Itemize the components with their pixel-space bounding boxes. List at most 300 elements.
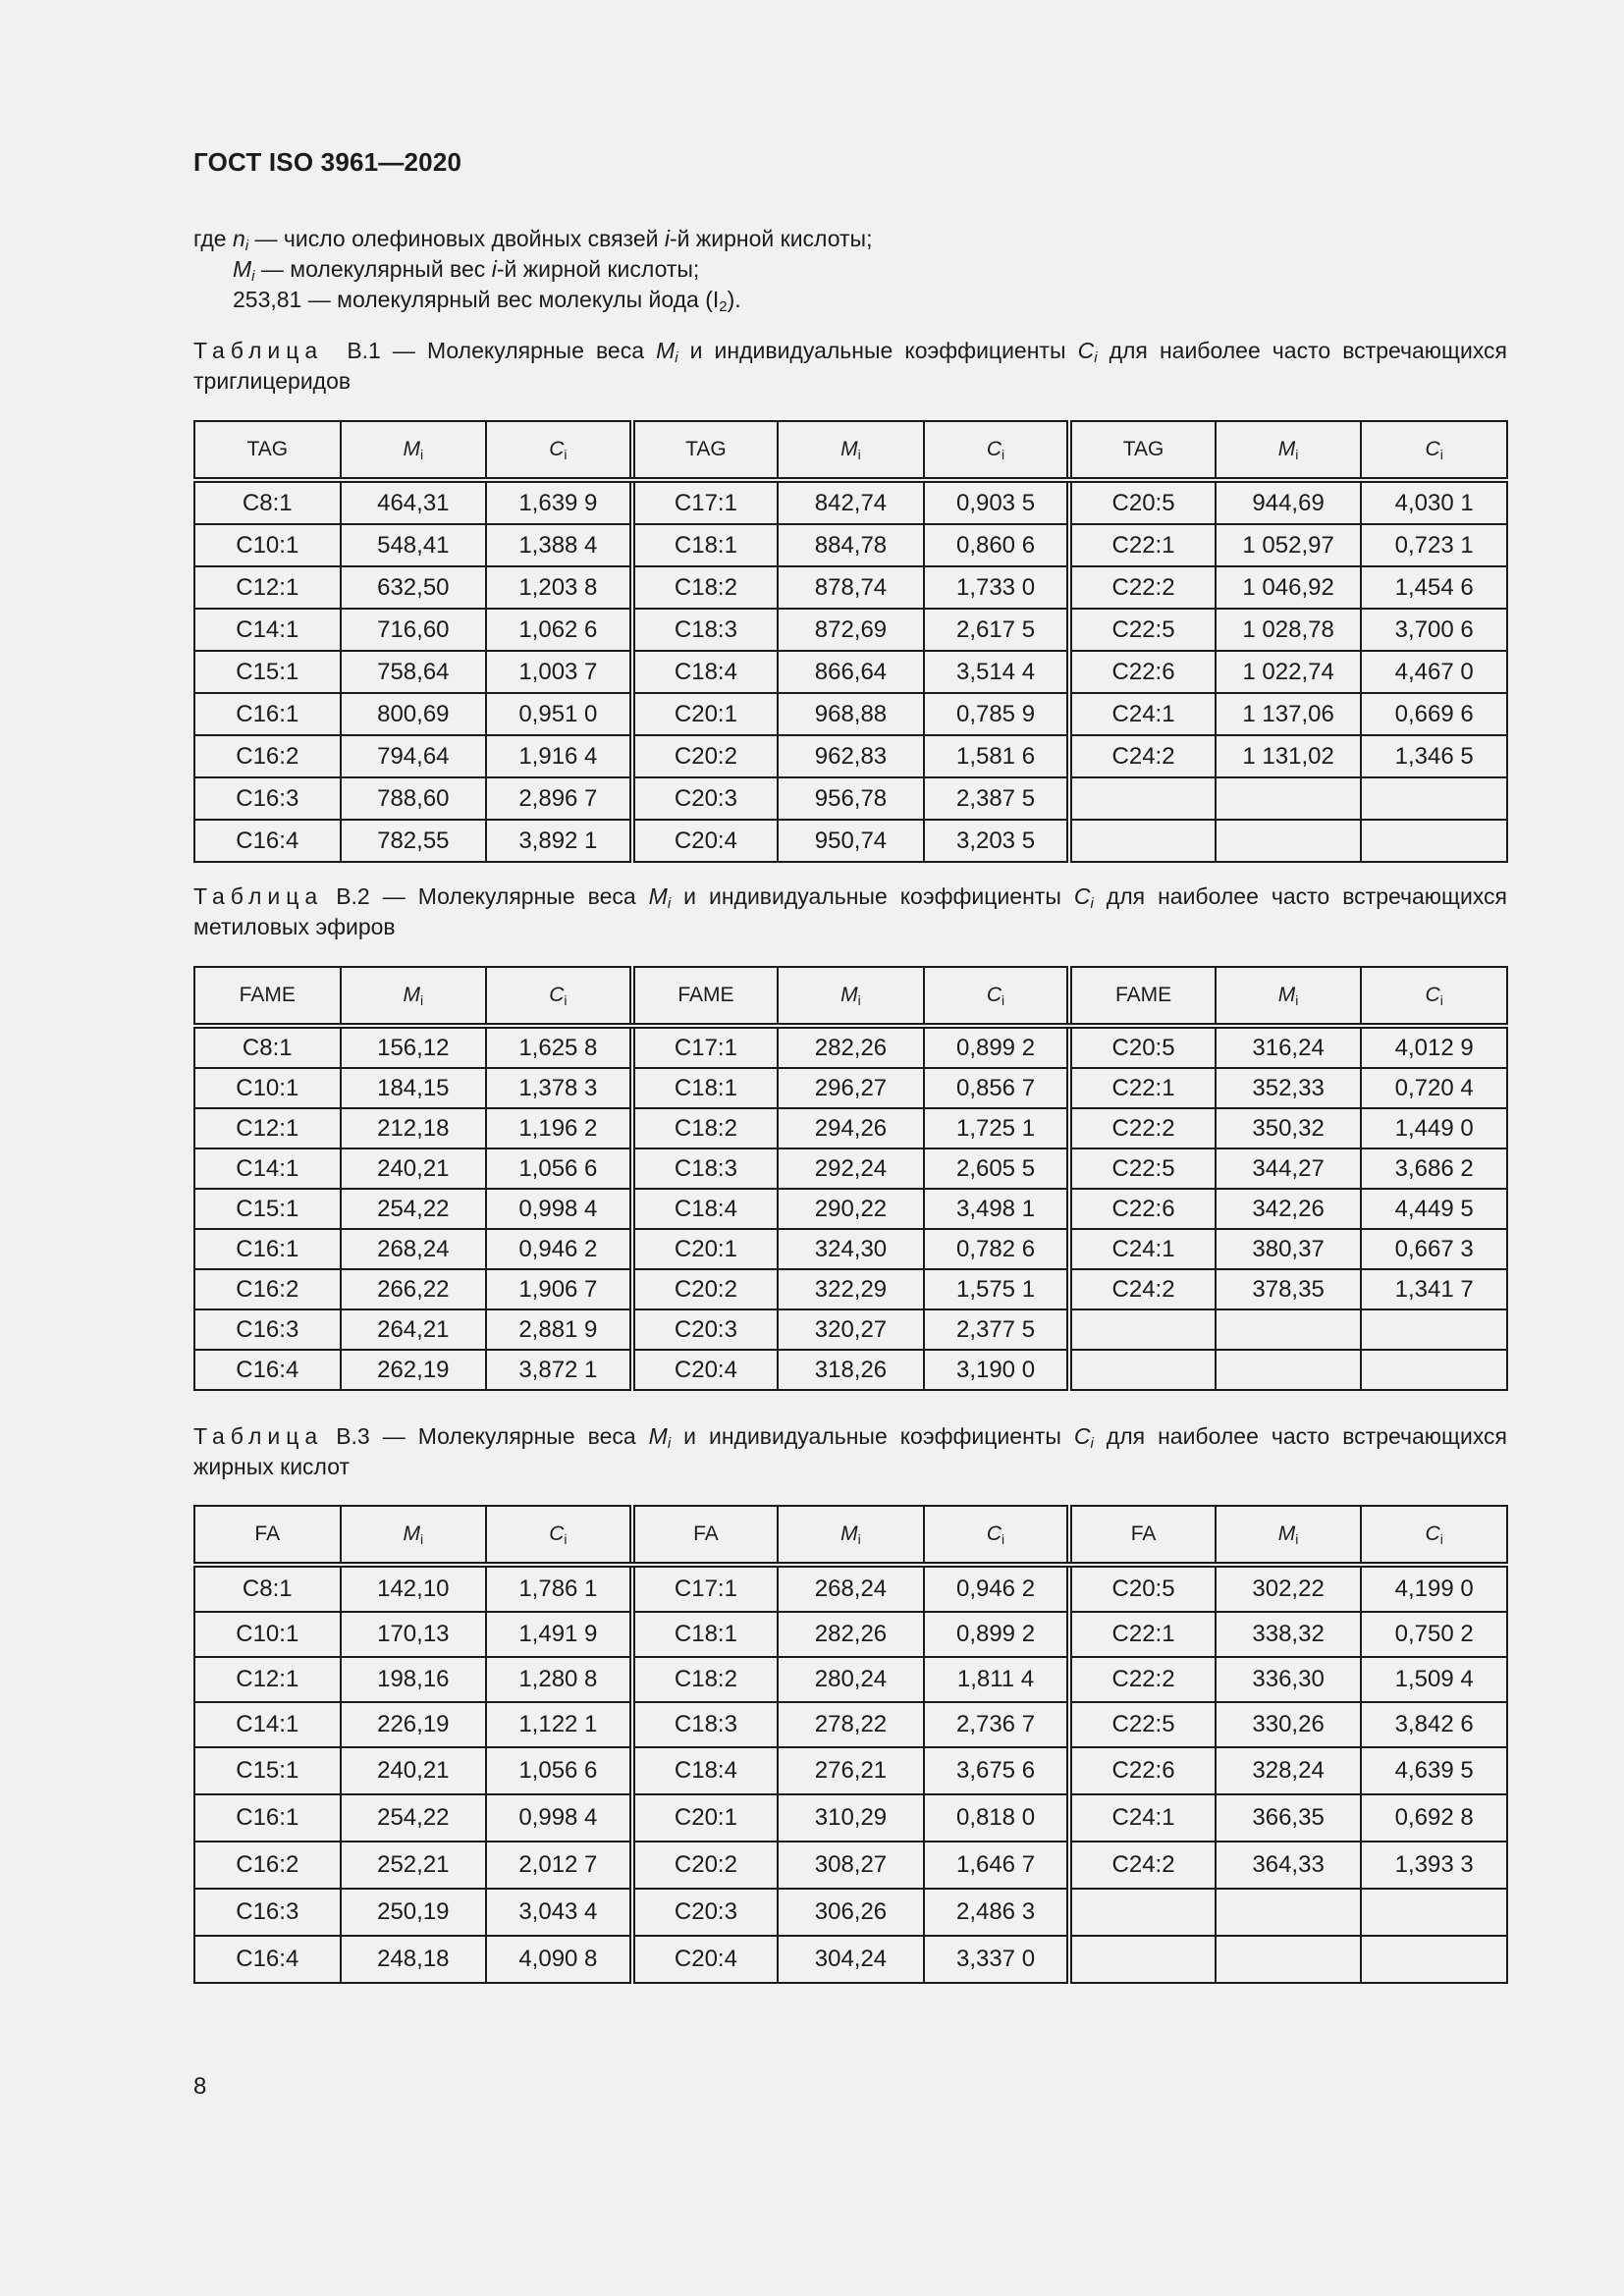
- table-cell: 212,18: [341, 1108, 487, 1148]
- table-cell: 322,29: [778, 1269, 924, 1309]
- table-cell: 1,341 7: [1361, 1269, 1507, 1309]
- column-header-coefficient: $C_i$: [486, 967, 632, 1026]
- table-cell: 1,280 8: [486, 1657, 632, 1702]
- table-cell: 328,24: [1216, 1747, 1362, 1794]
- table-row: [194, 1189, 1507, 1229]
- table-cell: 3,686 2: [1361, 1148, 1507, 1189]
- table-b2: [193, 966, 1508, 1391]
- column-header-mass: $M_i$: [1216, 1506, 1362, 1565]
- table-row: [194, 1612, 1507, 1657]
- table-row: [194, 1350, 1507, 1390]
- table-cell: 0,998 4: [486, 1189, 632, 1229]
- table-cell: [1069, 820, 1216, 862]
- table-cell: C24:1: [1069, 1229, 1216, 1269]
- table-cell: 0,946 2: [486, 1229, 632, 1269]
- table-b3-caption: Таблица В.3 — Молекулярные веса $M_i$ и индивидуальные коэффициенты $C_i$ для наиболее часто встречающихся жирных кислот: [193, 1423, 1508, 1479]
- table-cell: 632,50: [341, 566, 487, 609]
- table-cell: C8:1: [194, 480, 341, 524]
- table-cell: 884,78: [778, 524, 924, 566]
- table-cell: C20:3: [632, 777, 779, 820]
- table-cell: 276,21: [778, 1747, 924, 1794]
- table-cell: 1,122 1: [486, 1702, 632, 1747]
- table-cell: 0,951 0: [486, 693, 632, 735]
- column-header-mass: $M_i$: [778, 1506, 924, 1565]
- table-row: [194, 1229, 1507, 1269]
- table-cell: 364,33: [1216, 1842, 1362, 1889]
- table-cell: 0,692 8: [1361, 1794, 1507, 1842]
- table-cell: C22:6: [1069, 651, 1216, 693]
- table-cell: 3,514 4: [924, 651, 1070, 693]
- table-cell: 1,646 7: [924, 1842, 1070, 1889]
- table-cell: C14:1: [194, 1148, 341, 1189]
- table-cell: C15:1: [194, 1747, 341, 1794]
- table-cell: 0,998 4: [486, 1794, 632, 1842]
- table-cell: C22:2: [1069, 1108, 1216, 1148]
- table-cell: 4,199 0: [1361, 1565, 1507, 1612]
- table-cell: 1 131,02: [1216, 735, 1362, 777]
- table-cell: C18:1: [632, 524, 779, 566]
- table-cell: 0,903 5: [924, 480, 1070, 524]
- table-cell: 268,24: [341, 1229, 487, 1269]
- table-row: [194, 735, 1507, 777]
- table-cell: C22:6: [1069, 1189, 1216, 1229]
- table-cell: C20:4: [632, 1936, 779, 1983]
- table-cell: 0,899 2: [924, 1026, 1070, 1068]
- table-b1-caption: Таблица В.1 — Молекулярные веса $M_i$ и индивидуальные коэффициенты $C_i$ для наиболее часто встречающихся триглицеридов: [193, 338, 1508, 394]
- column-header-compound: FA: [194, 1506, 341, 1565]
- table-cell: 4,467 0: [1361, 651, 1507, 693]
- table-cell: C14:1: [194, 1702, 341, 1747]
- table-cell: 226,19: [341, 1702, 487, 1747]
- column-header-compound: FAME: [1069, 967, 1216, 1026]
- column-header-compound: TAG: [1069, 421, 1216, 480]
- table-cell: 248,18: [341, 1936, 487, 1983]
- table-cell: C16:1: [194, 1794, 341, 1842]
- table-cell: [1361, 777, 1507, 820]
- table-cell: C18:3: [632, 1702, 779, 1747]
- table-cell: 254,22: [341, 1189, 487, 1229]
- table-b2-caption: Таблица В.2 — Молекулярные веса $M_i$ и индивидуальные коэффициенты $C_i$ для наиболее часто встречающихся метиловых эфиров: [193, 883, 1508, 939]
- table-cell: C12:1: [194, 566, 341, 609]
- table-row: [194, 1657, 1507, 1702]
- table-cell: C17:1: [632, 480, 779, 524]
- table-cell: 170,13: [341, 1612, 487, 1657]
- column-header-coefficient: $C_i$: [1361, 967, 1507, 1026]
- table-cell: 794,64: [341, 735, 487, 777]
- table-cell: 800,69: [341, 693, 487, 735]
- table-cell: C20:2: [632, 1842, 779, 1889]
- table-cell: 0,720 4: [1361, 1068, 1507, 1108]
- table-cell: C20:5: [1069, 1565, 1216, 1612]
- table-cell: 548,41: [341, 524, 487, 566]
- table-cell: C18:2: [632, 1657, 779, 1702]
- table-cell: 0,899 2: [924, 1612, 1070, 1657]
- table-cell: 716,60: [341, 609, 487, 651]
- table-cell: 142,10: [341, 1565, 487, 1612]
- table-cell: C20:3: [632, 1889, 779, 1936]
- table-row: [194, 1108, 1507, 1148]
- table-header-row: [194, 967, 1507, 1026]
- table-cell: C16:2: [194, 1842, 341, 1889]
- table-cell: 0,723 1: [1361, 524, 1507, 566]
- table-cell: 3,190 0: [924, 1350, 1070, 1390]
- table-row: [194, 1936, 1507, 1983]
- column-header-mass: $M_i$: [1216, 967, 1362, 1026]
- table-cell: 342,26: [1216, 1189, 1362, 1229]
- table-cell: 464,31: [341, 480, 487, 524]
- table-cell: 3,700 6: [1361, 609, 1507, 651]
- table-cell: 1,346 5: [1361, 735, 1507, 777]
- table-cell: 2,486 3: [924, 1889, 1070, 1936]
- table-cell: C20:4: [632, 1350, 779, 1390]
- table-cell: C22:5: [1069, 1148, 1216, 1189]
- table-cell: [1216, 1889, 1362, 1936]
- table-cell: 280,24: [778, 1657, 924, 1702]
- table-cell: 1 052,97: [1216, 524, 1362, 566]
- table-cell: C20:1: [632, 1794, 779, 1842]
- table-cell: 788,60: [341, 777, 487, 820]
- table-cell: C18:3: [632, 609, 779, 651]
- table-cell: C8:1: [194, 1565, 341, 1612]
- table-cell: C18:4: [632, 1189, 779, 1229]
- column-header-compound: TAG: [632, 421, 779, 480]
- table-cell: C22:5: [1069, 1702, 1216, 1747]
- table-cell: C16:4: [194, 820, 341, 862]
- table-cell: 866,64: [778, 651, 924, 693]
- table-cell: [1069, 1889, 1216, 1936]
- table-cell: 0,750 2: [1361, 1612, 1507, 1657]
- table-cell: C16:3: [194, 1889, 341, 1936]
- table-cell: 378,35: [1216, 1269, 1362, 1309]
- table-cell: 1,378 3: [486, 1068, 632, 1108]
- table-row: [194, 524, 1507, 566]
- table-cell: 1,056 6: [486, 1148, 632, 1189]
- table-cell: 310,29: [778, 1794, 924, 1842]
- table-cell: [1361, 1889, 1507, 1936]
- table-b1: [193, 420, 1508, 863]
- column-header-mass: $M_i$: [341, 967, 487, 1026]
- table-cell: 1,203 8: [486, 566, 632, 609]
- table-cell: C18:4: [632, 1747, 779, 1794]
- table-cell: 0,818 0: [924, 1794, 1070, 1842]
- table-cell: 240,21: [341, 1148, 487, 1189]
- table-header-row: [194, 421, 1507, 480]
- table-row: [194, 1842, 1507, 1889]
- table-cell: C20:2: [632, 735, 779, 777]
- table-cell: C20:2: [632, 1269, 779, 1309]
- table-cell: 2,617 5: [924, 609, 1070, 651]
- table-cell: 1,491 9: [486, 1612, 632, 1657]
- table-cell: 308,27: [778, 1842, 924, 1889]
- table-cell: C24:2: [1069, 1269, 1216, 1309]
- table-cell: C24:1: [1069, 693, 1216, 735]
- table-cell: C15:1: [194, 651, 341, 693]
- table-row: [194, 566, 1507, 609]
- table-cell: [1069, 1936, 1216, 1983]
- table-cell: C8:1: [194, 1026, 341, 1068]
- table-cell: 296,27: [778, 1068, 924, 1108]
- table-cell: 316,24: [1216, 1026, 1362, 1068]
- table-cell: 254,22: [341, 1794, 487, 1842]
- table-cell: C16:4: [194, 1936, 341, 1983]
- table-cell: C18:1: [632, 1612, 779, 1657]
- table-cell: [1216, 1309, 1362, 1350]
- table-cell: 184,15: [341, 1068, 487, 1108]
- table-cell: 2,605 5: [924, 1148, 1070, 1189]
- table-cell: 2,387 5: [924, 777, 1070, 820]
- table-row: [194, 1565, 1507, 1612]
- table-cell: C22:2: [1069, 566, 1216, 609]
- table-cell: [1069, 1350, 1216, 1390]
- table-cell: [1361, 1936, 1507, 1983]
- table-cell: 1,454 6: [1361, 566, 1507, 609]
- legend-line-n: где $n_i$ — число олефиновых двойных связей i-й жирной кислоты;: [193, 226, 873, 254]
- table-cell: 306,26: [778, 1889, 924, 1936]
- table-cell: C16:2: [194, 1269, 341, 1309]
- table-cell: 950,74: [778, 820, 924, 862]
- table-cell: 944,69: [1216, 480, 1362, 524]
- column-header-mass: $M_i$: [1216, 421, 1362, 480]
- column-header-coefficient: $C_i$: [924, 967, 1070, 1026]
- legend-line-m: $M_i$ — молекулярный вес i-й жирной кислоты;: [233, 256, 700, 285]
- table-cell: [1069, 1309, 1216, 1350]
- table-cell: C20:1: [632, 1229, 779, 1269]
- table-cell: 0,782 6: [924, 1229, 1070, 1269]
- table-cell: [1069, 777, 1216, 820]
- table-cell: C20:1: [632, 693, 779, 735]
- table-cell: 318,26: [778, 1350, 924, 1390]
- table-cell: C12:1: [194, 1108, 341, 1148]
- table-cell: [1216, 1936, 1362, 1983]
- table-cell: 0,669 6: [1361, 693, 1507, 735]
- table-cell: 1,811 4: [924, 1657, 1070, 1702]
- column-header-coefficient: $C_i$: [1361, 421, 1507, 480]
- table-cell: 294,26: [778, 1108, 924, 1148]
- table-cell: C14:1: [194, 609, 341, 651]
- table-cell: 878,74: [778, 566, 924, 609]
- table-cell: 380,37: [1216, 1229, 1362, 1269]
- table-row: [194, 1026, 1507, 1068]
- table-cell: 2,736 7: [924, 1702, 1070, 1747]
- column-header-coefficient: $C_i$: [486, 421, 632, 480]
- table-cell: C12:1: [194, 1657, 341, 1702]
- table-cell: 324,30: [778, 1229, 924, 1269]
- table-cell: 198,16: [341, 1657, 487, 1702]
- table-cell: 1,449 0: [1361, 1108, 1507, 1148]
- table-row: [194, 480, 1507, 524]
- table-cell: 3,892 1: [486, 820, 632, 862]
- table-cell: C10:1: [194, 524, 341, 566]
- table-row: [194, 1889, 1507, 1936]
- table-cell: 1,786 1: [486, 1565, 632, 1612]
- table-cell: 1 137,06: [1216, 693, 1362, 735]
- table-cell: 1,625 8: [486, 1026, 632, 1068]
- table-cell: C17:1: [632, 1565, 779, 1612]
- table-cell: 1 022,74: [1216, 651, 1362, 693]
- table-cell: C22:1: [1069, 1068, 1216, 1108]
- table-cell: 304,24: [778, 1936, 924, 1983]
- table-cell: C24:1: [1069, 1794, 1216, 1842]
- table-row: [194, 1269, 1507, 1309]
- table-cell: 366,35: [1216, 1794, 1362, 1842]
- table-cell: C22:2: [1069, 1657, 1216, 1702]
- table-cell: 336,30: [1216, 1657, 1362, 1702]
- table-row: [194, 820, 1507, 862]
- table-cell: 4,090 8: [486, 1936, 632, 1983]
- table-cell: 1,056 6: [486, 1747, 632, 1794]
- table-cell: 2,881 9: [486, 1309, 632, 1350]
- table-row: [194, 1794, 1507, 1842]
- table-cell: 1,725 1: [924, 1108, 1070, 1148]
- column-header-coefficient: $C_i$: [1361, 1506, 1507, 1565]
- table-row: [194, 1068, 1507, 1108]
- table-cell: [1361, 820, 1507, 862]
- table-cell: 1,733 0: [924, 566, 1070, 609]
- table-cell: 3,498 1: [924, 1189, 1070, 1229]
- table-cell: [1361, 1309, 1507, 1350]
- table-cell: C18:2: [632, 1108, 779, 1148]
- table-cell: C18:1: [632, 1068, 779, 1108]
- table-cell: 252,21: [341, 1842, 487, 1889]
- table-cell: 156,12: [341, 1026, 487, 1068]
- table-cell: [1361, 1350, 1507, 1390]
- table-cell: [1216, 1350, 1362, 1390]
- column-header-compound: TAG: [194, 421, 341, 480]
- table-cell: 842,74: [778, 480, 924, 524]
- table-cell: 962,83: [778, 735, 924, 777]
- table-cell: C16:4: [194, 1350, 341, 1390]
- column-header-mass: $M_i$: [341, 421, 487, 480]
- table-cell: 1,581 6: [924, 735, 1070, 777]
- table-cell: 338,32: [1216, 1612, 1362, 1657]
- table-cell: 1,906 7: [486, 1269, 632, 1309]
- table-cell: 956,78: [778, 777, 924, 820]
- column-header-compound: FA: [1069, 1506, 1216, 1565]
- table-cell: 1 046,92: [1216, 566, 1362, 609]
- table-cell: [1216, 820, 1362, 862]
- table-row: [194, 651, 1507, 693]
- table-cell: 250,19: [341, 1889, 487, 1936]
- table-cell: C24:2: [1069, 735, 1216, 777]
- table-cell: 1,393 3: [1361, 1842, 1507, 1889]
- table-cell: 350,32: [1216, 1108, 1362, 1148]
- table-cell: 0,785 9: [924, 693, 1070, 735]
- table-cell: 278,22: [778, 1702, 924, 1747]
- table-cell: 782,55: [341, 820, 487, 862]
- table-header-row: [194, 1506, 1507, 1565]
- table-cell: C16:3: [194, 1309, 341, 1350]
- column-header-mass: $M_i$: [778, 421, 924, 480]
- table-row: [194, 1747, 1507, 1794]
- column-header-coefficient: $C_i$: [924, 421, 1070, 480]
- table-cell: 1,388 4: [486, 524, 632, 566]
- table-cell: C18:4: [632, 651, 779, 693]
- table-cell: 4,449 5: [1361, 1189, 1507, 1229]
- table-cell: 302,22: [1216, 1565, 1362, 1612]
- table-cell: 240,21: [341, 1747, 487, 1794]
- table-cell: 1,916 4: [486, 735, 632, 777]
- page-title: ГОСТ ISO 3961—2020: [193, 147, 462, 177]
- column-header-compound: FAME: [632, 967, 779, 1026]
- column-header-compound: FA: [632, 1506, 779, 1565]
- table-row: [194, 693, 1507, 735]
- table-cell: 2,012 7: [486, 1842, 632, 1889]
- table-cell: 0,667 3: [1361, 1229, 1507, 1269]
- table-cell: 4,030 1: [1361, 480, 1507, 524]
- table-cell: 264,21: [341, 1309, 487, 1350]
- table-cell: C20:5: [1069, 1026, 1216, 1068]
- table-cell: 2,377 5: [924, 1309, 1070, 1350]
- table-cell: C20:3: [632, 1309, 779, 1350]
- column-header-coefficient: $C_i$: [924, 1506, 1070, 1565]
- table-cell: 292,24: [778, 1148, 924, 1189]
- table-cell: 1,062 6: [486, 609, 632, 651]
- table-cell: C24:2: [1069, 1842, 1216, 1889]
- formula-legend: [193, 224, 872, 315]
- table-cell: C16:3: [194, 777, 341, 820]
- table-cell: 1,196 2: [486, 1108, 632, 1148]
- table-cell: 1,509 4: [1361, 1657, 1507, 1702]
- table-cell: C16:2: [194, 735, 341, 777]
- table-cell: 320,27: [778, 1309, 924, 1350]
- page-number: 8: [193, 2073, 207, 2100]
- table-cell: 344,27: [1216, 1148, 1362, 1189]
- table-cell: C18:2: [632, 566, 779, 609]
- table-cell: 1,639 9: [486, 480, 632, 524]
- table-cell: 282,26: [778, 1612, 924, 1657]
- table-cell: C22:6: [1069, 1747, 1216, 1794]
- column-header-mass: $M_i$: [778, 967, 924, 1026]
- table-cell: 0,856 7: [924, 1068, 1070, 1108]
- table-row: [194, 1148, 1507, 1189]
- table-cell: 268,24: [778, 1565, 924, 1612]
- table-cell: C18:3: [632, 1148, 779, 1189]
- table-cell: C16:1: [194, 1229, 341, 1269]
- table-cell: 330,26: [1216, 1702, 1362, 1747]
- table-cell: 3,675 6: [924, 1747, 1070, 1794]
- table-cell: 968,88: [778, 693, 924, 735]
- table-cell: C10:1: [194, 1068, 341, 1108]
- table-b3: [193, 1505, 1508, 1984]
- table-cell: C17:1: [632, 1026, 779, 1068]
- table-cell: 872,69: [778, 609, 924, 651]
- table-cell: 1,575 1: [924, 1269, 1070, 1309]
- table-cell: 282,26: [778, 1026, 924, 1068]
- table-cell: C22:1: [1069, 524, 1216, 566]
- table-row: [194, 777, 1507, 820]
- column-header-coefficient: $C_i$: [486, 1506, 632, 1565]
- table-row: [194, 609, 1507, 651]
- table-cell: 352,33: [1216, 1068, 1362, 1108]
- table-cell: C10:1: [194, 1612, 341, 1657]
- table-cell: C22:1: [1069, 1612, 1216, 1657]
- table-cell: 758,64: [341, 651, 487, 693]
- table-cell: 290,22: [778, 1189, 924, 1229]
- column-header-mass: $M_i$: [341, 1506, 487, 1565]
- table-cell: 3,043 4: [486, 1889, 632, 1936]
- table-cell: 3,842 6: [1361, 1702, 1507, 1747]
- table-cell: 262,19: [341, 1350, 487, 1390]
- legend-line-iodine: 253,81 — молекулярный вес молекулы йода $(I_2)$.: [233, 287, 741, 315]
- table-cell: 0,860 6: [924, 524, 1070, 566]
- table-cell: 0,946 2: [924, 1565, 1070, 1612]
- table-cell: 3,872 1: [486, 1350, 632, 1390]
- table-cell: 1 028,78: [1216, 609, 1362, 651]
- table-cell: C20:4: [632, 820, 779, 862]
- column-header-compound: FAME: [194, 967, 341, 1026]
- table-cell: 1,003 7: [486, 651, 632, 693]
- table-cell: C15:1: [194, 1189, 341, 1229]
